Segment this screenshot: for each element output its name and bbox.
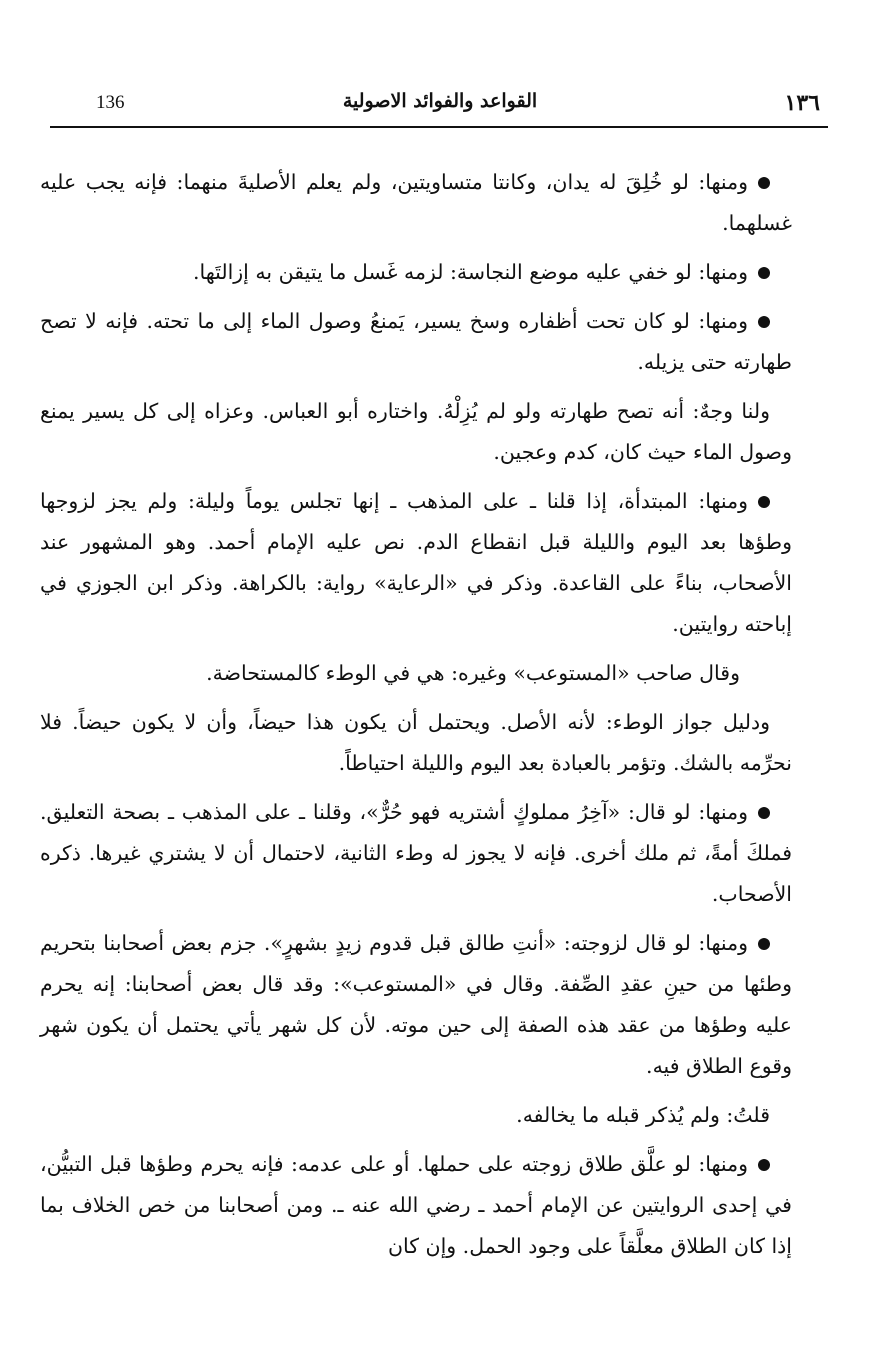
paragraph-text: ودليل جواز الوطء: لأنه الأصل. ويحتمل أن يكون هذا حيضاً، وأن لا يكون حيضاً. فلا نحرِّمه بالشك. وتؤمر بالعبادة بعد اليوم والليلة احتياطاً. xyxy=(40,710,792,775)
paragraph-text: ومنها: لو علَّق طلاق زوجته على حملها. أو على عدمه: فإنه يحرم وطؤها قبل التبيُّن، في إحدى الروايتين عن الإمام أحمد ـ رضي الله عنه ـ. ومن أصحابنا من خص الخلاف بما إذا كان الطلاق معلَّقاً على وجود الحمل. وإن كان xyxy=(40,1152,792,1258)
page-number-arabic: ١٣٦ xyxy=(784,90,820,116)
bullet-icon xyxy=(758,807,770,819)
bullet-icon xyxy=(758,316,770,328)
paragraph-3 xyxy=(40,301,792,383)
page-number-latin: 136 xyxy=(96,92,125,113)
running-title: القواعد والفوائد الاصولية xyxy=(342,90,538,112)
paragraph-text: قلتُ: ولم يُذكر قبله ما يخالفه. xyxy=(516,1103,770,1127)
bullet-icon xyxy=(758,938,770,950)
paragraph-5 xyxy=(40,481,792,645)
paragraph-text: ومنها: لو قال لزوجته: «أنتِ طالق قبل قدوم زيدٍ بشهرٍ». جزم بعض أصحابنا بتحريم وطئها من حينِ عقدِ الصِّفة. وقال في «المستوعب»: وقد قال بعض أصحابنا: إنه يحرم عليه وطؤها من عقد هذه الصفة إلى حين موته. لأن كل شهر يأتي يحتمل أن يكون شهر وقوع الطلاق فيه. xyxy=(40,931,792,1078)
paragraph-8 xyxy=(40,792,792,915)
paragraph-text: ولنا وجهٌ: أنه تصح طهارته ولو لم يُزِلْهُ. واختاره أبو العباس. وعزاه إلى كل يسير يمنع وصول الماء حيث كان، كدم وعجين. xyxy=(40,399,792,464)
paragraph-4 xyxy=(40,391,792,473)
paragraph-6 xyxy=(40,653,792,694)
paragraph-7 xyxy=(40,702,792,784)
paragraph-text: ومنها: لو خُلِقَ له يدان، وكانتا متساويتين، ولم يعلم الأصليةَ منهما: فإنه يجب عليه غسلهما. xyxy=(40,170,792,235)
header-divider xyxy=(50,126,828,128)
paragraph-1 xyxy=(40,162,792,244)
bullet-icon xyxy=(758,267,770,279)
paragraph-text: وقال صاحب «المستوعب» وغيره: هي في الوطء كالمستحاضة. xyxy=(206,661,740,685)
paragraph-2 xyxy=(40,252,792,293)
paragraph-text: ومنها: المبتدأة، إذا قلنا ـ على المذهب ـ إنها تجلس يوماً وليلة: ولم يجز لزوجها وطؤها بعد اليوم والليلة قبل انقطاع الدم. نص عليه الإمام أحمد. وهو المشهور عند الأصحاب، بناءً على القاعدة. وذكر في «الرعاية» رواية: بالكراهة. وذكر ابن الجوزي في إباحته روايتين. xyxy=(40,489,792,636)
bullet-icon xyxy=(758,177,770,189)
page-header xyxy=(52,88,828,126)
body-text xyxy=(40,162,792,1275)
paragraph-9 xyxy=(40,923,792,1087)
paragraph-11 xyxy=(40,1144,792,1267)
paragraph-text: ومنها: لو خفي عليه موضع النجاسة: لزمه غَسل ما يتيقن به إزالتَها. xyxy=(192,260,748,284)
paragraph-text: ومنها: لو كان تحت أظفاره وسخ يسير، يَمنعُ وصول الماء إلى ما تحته. فإنه لا تصح طهارته حتى يزيله. xyxy=(40,309,792,374)
paragraph-text: ومنها: لو قال: «آخِرُ مملوكٍ أشتريه فهو حُرٌّ»، وقلنا ـ على المذهب ـ بصحة التعليق. فملكَ أمةً، ثم ملك أخرى. فإنه لا يجوز له وطء الثانية، لاحتمال أن لا يشتري غيرها. ذكره الأصحاب. xyxy=(40,800,792,906)
paragraph-10 xyxy=(40,1095,792,1136)
bullet-icon xyxy=(758,496,770,508)
bullet-icon xyxy=(758,1159,770,1171)
